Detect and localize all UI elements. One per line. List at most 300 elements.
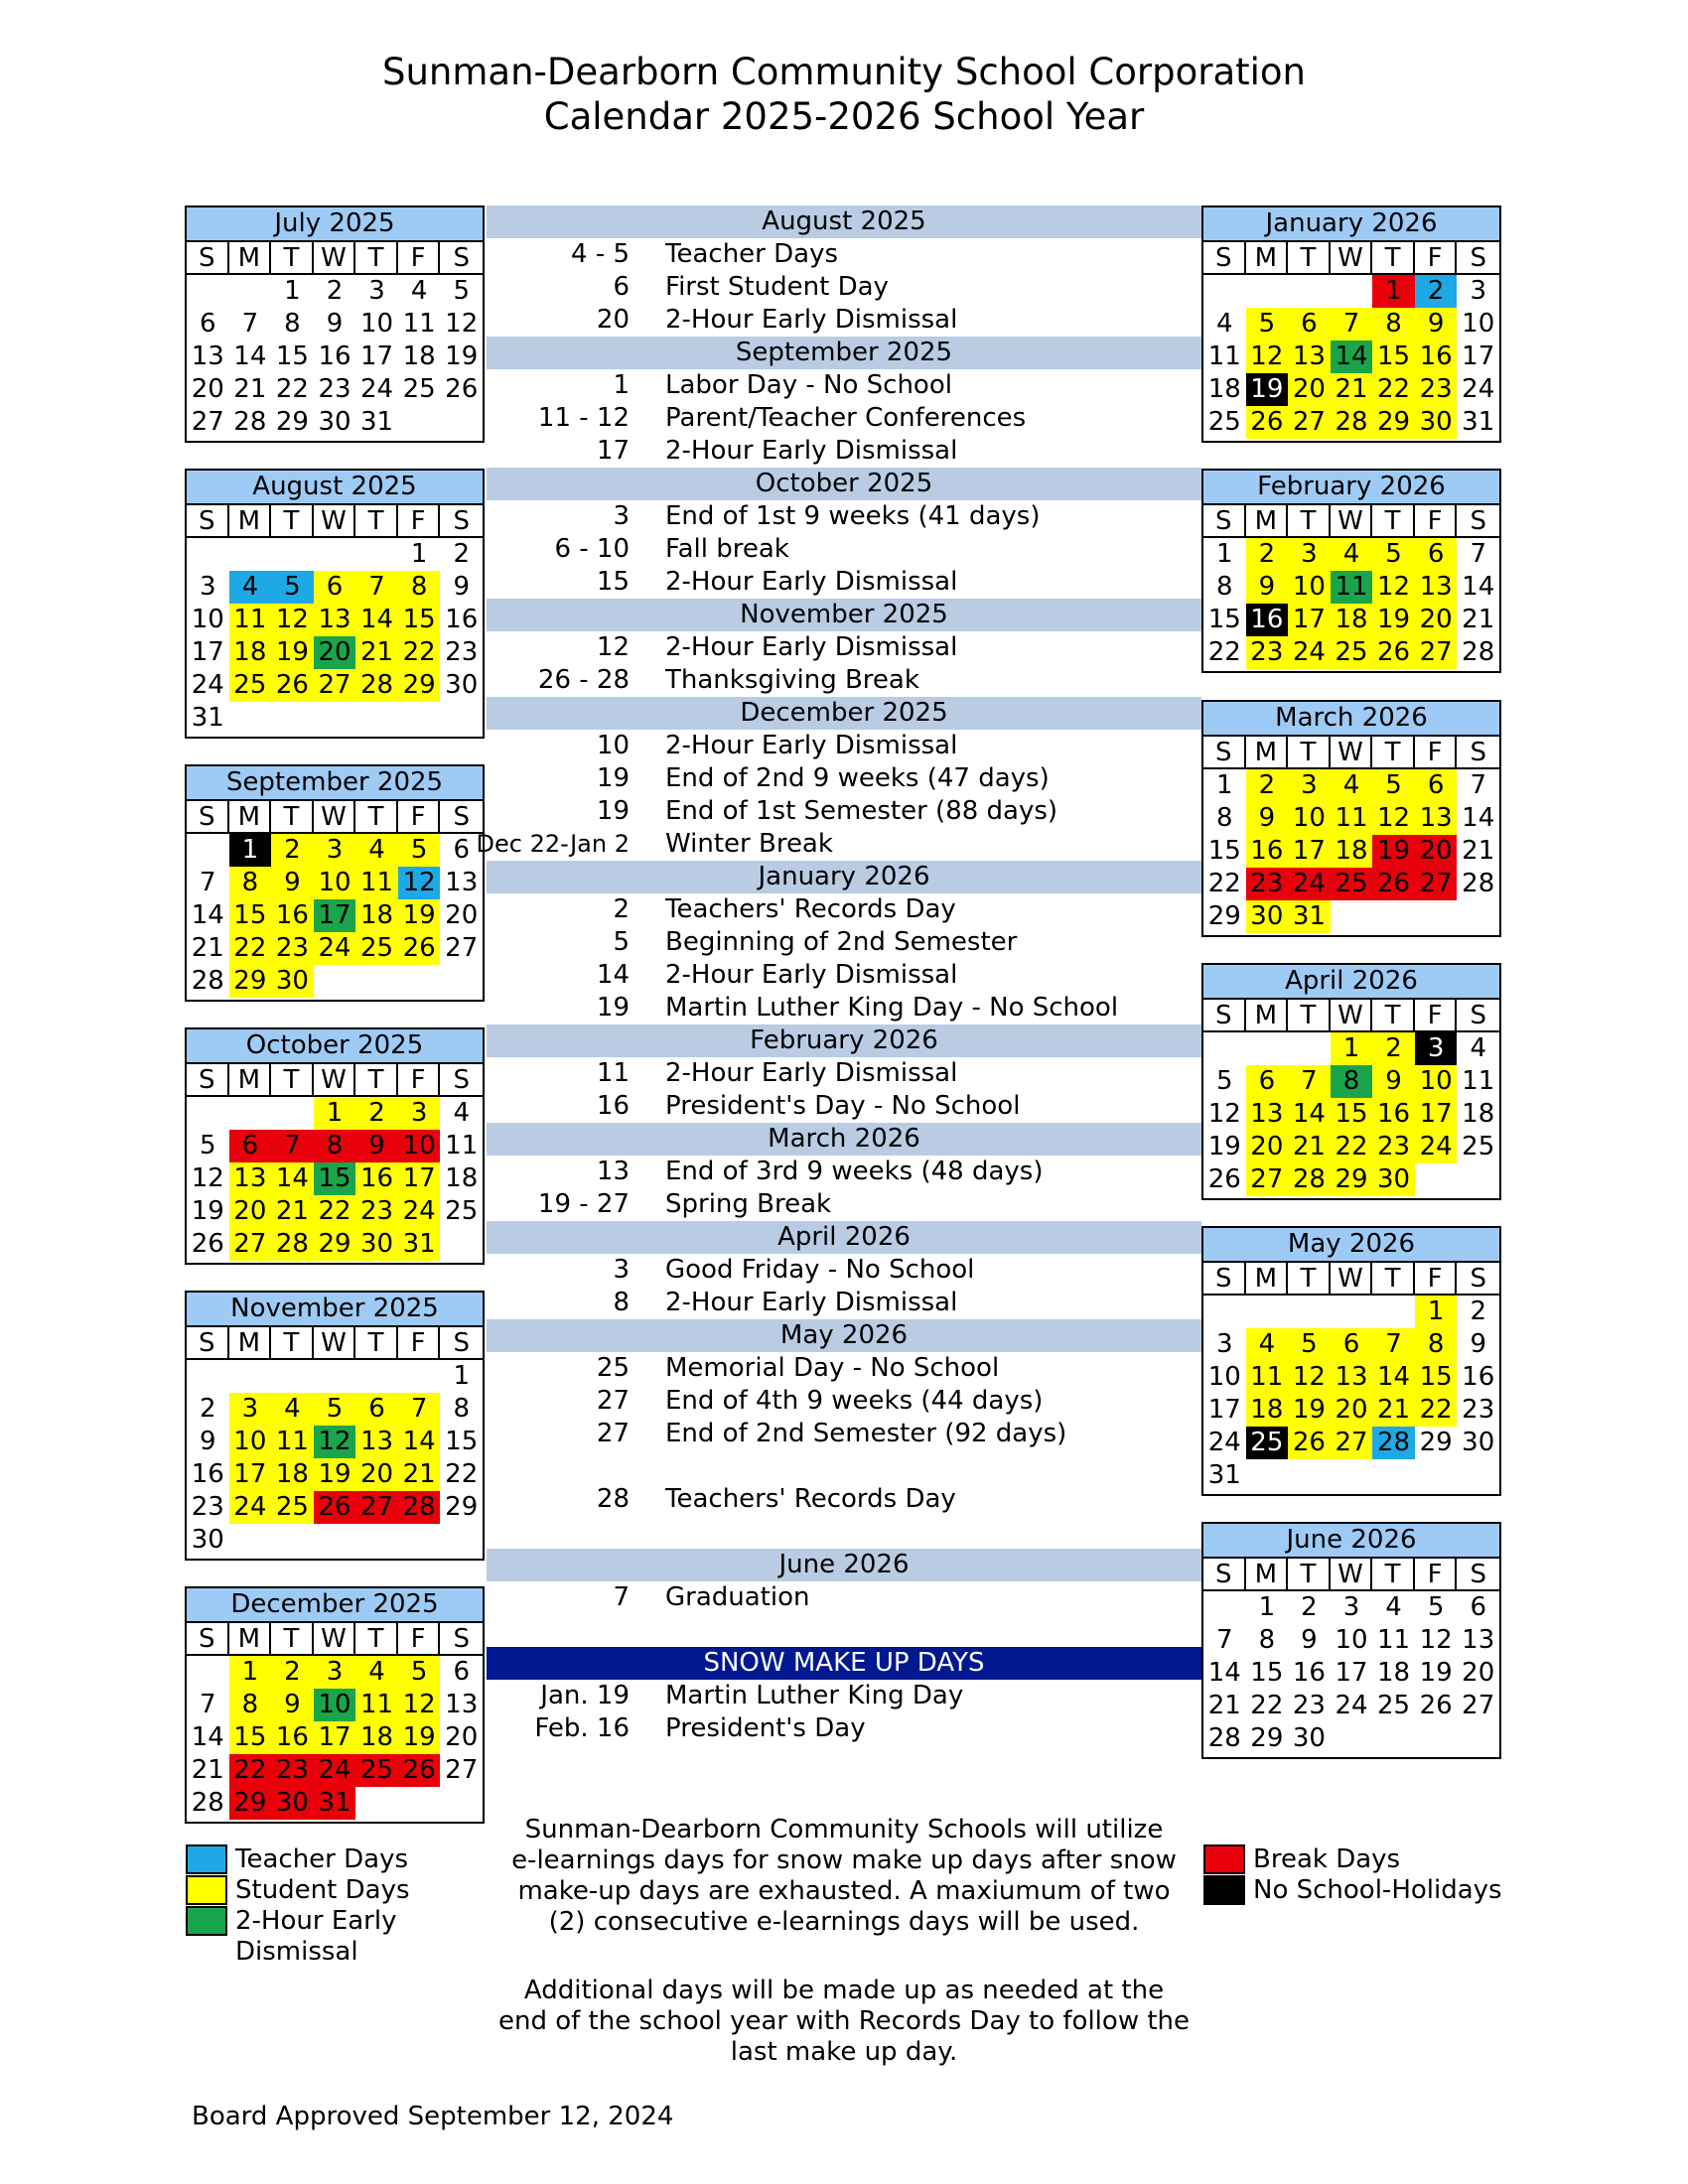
weekday-header: T (355, 1327, 398, 1360)
day-cell: 29 (1250, 1723, 1284, 1753)
day-cell: 16 (1415, 341, 1458, 373)
event-date: Jan. 19 (540, 1681, 630, 1710)
day-cell: 20 (314, 636, 356, 669)
weekday-header: S (1203, 242, 1246, 275)
day-cell: 5 (271, 571, 314, 604)
event-date: 17 (596, 436, 630, 466)
event-text: End of 1st Semester (88 days) (665, 796, 1058, 826)
day-cell: 19 (1372, 835, 1415, 868)
day-cell: 17 (1415, 1098, 1458, 1131)
day-cell: 24 (314, 1754, 356, 1787)
day-cell: 13 (1415, 571, 1458, 604)
day-cell: 4 (410, 276, 428, 306)
day-cell: 4 (229, 571, 272, 604)
event-month-header: June 2026 (487, 1549, 1201, 1581)
day-cell: 19 (445, 341, 479, 371)
day-cell: 28 (191, 966, 224, 996)
day-cell: 14 (355, 604, 398, 636)
day-cell: 6 (200, 309, 216, 339)
event-text: Spring Break (665, 1189, 832, 1219)
weekday-header: W (1331, 1000, 1373, 1032)
day-cell: 25 (271, 1491, 314, 1524)
month-calendar (185, 1586, 485, 1824)
day-cell: 21 (1462, 836, 1495, 866)
day-cell: 23 (1372, 1131, 1415, 1163)
event-text: 2-Hour Early Dismissal (665, 436, 958, 466)
day-cell: 8 (453, 1394, 470, 1424)
event-row (487, 1483, 1201, 1516)
weekday-header: M (229, 801, 272, 834)
month-name: April 2026 (1203, 965, 1499, 1000)
day-cell: 10 (1462, 309, 1495, 339)
event-text: Memorial Day - No School (665, 1353, 1000, 1383)
day-cell: 5 (314, 1393, 356, 1426)
event-row (487, 1287, 1201, 1319)
day-cell: 20 (445, 900, 479, 930)
event-text: Parent/Teacher Conferences (665, 403, 1027, 433)
day-cell: 1 (410, 539, 428, 569)
event-row (487, 1680, 1201, 1712)
day-cell: 8 (1415, 1328, 1458, 1361)
day-cell: 23 (1246, 868, 1289, 900)
weekday-header: W (1331, 242, 1373, 275)
event-text: Teachers' Records Day (665, 1484, 956, 1514)
weekday-header: W (314, 505, 356, 538)
day-cell: 26 (314, 1491, 356, 1524)
day-cell: 12 (445, 309, 479, 339)
day-cell: 27 (1246, 1163, 1289, 1196)
day-cell: 17 (1335, 1658, 1368, 1688)
student-days-label: Student Days (235, 1875, 410, 1905)
event-date: 3 (613, 1255, 630, 1285)
day-cell: 3 (368, 276, 385, 306)
day-cell: 31 (1207, 1460, 1241, 1490)
day-cell: 8 (229, 1689, 272, 1721)
event-month-header: November 2025 (487, 599, 1201, 631)
month-calendar (1201, 469, 1501, 673)
empty-day-cell (355, 1360, 398, 1393)
weekday-header: W (1331, 505, 1373, 538)
day-cell: 14 (1372, 1361, 1415, 1394)
weekday-header: M (229, 1623, 272, 1656)
makeup-note (487, 1976, 1201, 2068)
event-month-header: August 2025 (487, 205, 1201, 238)
weekday-header: T (1372, 737, 1415, 769)
event-text: Fall break (665, 534, 789, 564)
weekday-header: F (398, 1623, 441, 1656)
empty-day-cell (229, 1097, 272, 1130)
event-row (487, 959, 1201, 992)
weekday-header: S (1457, 1559, 1499, 1591)
day-cell: 5 (453, 276, 470, 306)
weekday-header: T (1372, 505, 1415, 538)
day-cell: 31 (398, 1228, 441, 1261)
day-cell: 6 (1246, 1065, 1289, 1098)
day-cell: 23 (271, 1754, 314, 1787)
day-cell: 2 (1246, 538, 1289, 571)
weekday-header: T (355, 1623, 398, 1656)
weekday-header: S (1203, 1559, 1246, 1591)
event-row (487, 402, 1201, 435)
day-cell: 30 (1292, 1723, 1326, 1753)
event-row (487, 1254, 1201, 1287)
day-cell: 16 (191, 1459, 224, 1489)
empty-day-cell (187, 538, 229, 571)
day-cell: 16 (355, 1162, 398, 1195)
day-cell: 16 (271, 899, 314, 932)
event-date: 1 (613, 370, 630, 400)
day-cell: 26 (445, 374, 479, 404)
day-cell: 8 (284, 309, 301, 339)
day-cell: 10 (1207, 1362, 1241, 1392)
day-cell: 27 (445, 933, 479, 963)
weekday-header: M (229, 242, 272, 275)
day-cell: 22 (314, 1195, 356, 1228)
day-cell: 15 (1207, 605, 1241, 634)
weekday-header: M (229, 505, 272, 538)
day-cell: 22 (1207, 637, 1241, 667)
event-date: 5 (613, 927, 630, 957)
day-cell: 10 (1288, 802, 1331, 835)
day-cell: 12 (1372, 802, 1415, 835)
day-cell: 25 (1462, 1132, 1495, 1161)
weekday-header: T (1288, 1559, 1331, 1591)
day-cell: 11 (1462, 1066, 1495, 1096)
day-cell: 28 (1207, 1723, 1241, 1753)
day-cell: 14 (1288, 1098, 1331, 1131)
day-cell: 22 (229, 1754, 272, 1787)
day-cell: 27 (1288, 406, 1331, 439)
weekday-header: F (398, 242, 441, 275)
day-cell: 25 (1331, 636, 1373, 669)
day-cell: 16 (271, 1721, 314, 1754)
day-cell: 21 (398, 1458, 441, 1491)
day-cell: 10 (191, 605, 224, 634)
day-cell: 1 (1216, 770, 1233, 800)
day-cell: 16 (1292, 1658, 1326, 1688)
event-list (476, 205, 1201, 1745)
empty-day-cell (187, 834, 229, 867)
day-cell: 31 (360, 407, 394, 437)
day-cell: 24 (1335, 1691, 1368, 1720)
event-text: 2-Hour Early Dismissal (665, 632, 958, 662)
day-cell: 23 (1292, 1691, 1326, 1720)
weekday-header: T (1372, 1000, 1415, 1032)
day-cell: 18 (1331, 835, 1373, 868)
weekday-header: S (187, 1327, 229, 1360)
event-date: 7 (613, 1582, 630, 1612)
day-cell: 24 (1288, 636, 1331, 669)
day-cell: 23 (1415, 373, 1458, 406)
day-cell: 13 (1415, 802, 1458, 835)
empty-day-cell (398, 1360, 441, 1393)
day-cell: 18 (1246, 1394, 1289, 1427)
early-dismissal-swatch (186, 1906, 227, 1936)
day-cell: 4 (1216, 309, 1233, 339)
note-line: e-learnings days for snow make up days after snow (511, 1845, 1177, 1875)
day-cell: 28 (191, 1788, 224, 1818)
day-cell: 5 (398, 1656, 441, 1689)
day-cell: 22 (275, 374, 309, 404)
day-cell: 14 (233, 341, 267, 371)
day-cell: 20 (1246, 1131, 1289, 1163)
day-cell: 24 (398, 1195, 441, 1228)
break-days-label: Break Days (1253, 1844, 1401, 1874)
day-cell: 26 (1372, 868, 1415, 900)
day-cell: 26 (398, 932, 441, 965)
day-cell: 28 (1288, 1163, 1331, 1196)
weekday-header: S (440, 1064, 483, 1097)
day-cell: 13 (1288, 341, 1331, 373)
weekday-header: S (1457, 505, 1499, 538)
day-cell: 25 (355, 932, 398, 965)
month-calendar (1201, 963, 1501, 1200)
event-text: 2-Hour Early Dismissal (665, 731, 958, 760)
event-text: Winter Break (665, 829, 833, 859)
day-cell: 21 (191, 933, 224, 963)
event-month-header: December 2025 (487, 697, 1201, 730)
weekday-header: T (271, 1327, 314, 1360)
event-date: 11 (596, 1058, 630, 1088)
day-cell: 10 (314, 1689, 356, 1721)
empty-day-cell (187, 1360, 229, 1393)
day-cell: 23 (271, 932, 314, 965)
weekday-header: T (1372, 1559, 1415, 1591)
day-cell: 13 (1246, 1098, 1289, 1131)
day-cell: 20 (191, 374, 224, 404)
day-cell: 16 (445, 605, 479, 634)
day-cell: 29 (1372, 406, 1415, 439)
day-cell: 15 (1372, 341, 1415, 373)
empty-day-cell (1203, 1296, 1246, 1328)
day-cell: 11 (1246, 1361, 1289, 1394)
day-cell: 2 (326, 276, 344, 306)
day-cell: 6 (453, 835, 470, 865)
day-cell: 29 (398, 669, 441, 702)
day-cell: 8 (314, 1130, 356, 1162)
spacer-row (487, 1614, 1201, 1647)
empty-day-cell (187, 1656, 229, 1689)
empty-day-cell (1372, 1296, 1415, 1328)
weekday-header: S (440, 505, 483, 538)
event-row (487, 271, 1201, 304)
weekday-header: W (1331, 737, 1373, 769)
day-cell: 1 (1216, 539, 1233, 569)
day-cell: 15 (1415, 1361, 1458, 1394)
note-line: make-up days are exhausted. A maxiumum of two (517, 1876, 1171, 1906)
day-cell: 13 (1462, 1625, 1495, 1655)
day-cell: 2 (1470, 1297, 1486, 1326)
day-cell: 1 (1331, 1032, 1373, 1065)
weekday-header: M (1246, 1000, 1289, 1032)
day-cell: 12 (1372, 571, 1415, 604)
day-cell: 4 (453, 1098, 470, 1128)
teacher-days-label: Teacher Days (235, 1844, 409, 1874)
event-date: 20 (596, 305, 630, 335)
day-cell: 11 (445, 1131, 479, 1160)
day-cell: 19 (398, 899, 441, 932)
early-dismissal-label-line1: 2-Hour Early (235, 1906, 397, 1936)
day-cell: 3 (1288, 538, 1331, 571)
day-cell: 9 (200, 1427, 216, 1456)
day-cell: 7 (1470, 539, 1486, 569)
day-cell: 19 (398, 1721, 441, 1754)
day-cell: 29 (445, 1492, 479, 1522)
weekday-header: W (314, 1327, 356, 1360)
weekday-header: W (314, 242, 356, 275)
event-text: Teacher Days (665, 239, 839, 269)
day-cell: 2 (1301, 1592, 1318, 1622)
weekday-header: T (1288, 1263, 1331, 1296)
day-cell: 3 (1216, 1329, 1233, 1359)
day-cell: 11 (355, 1689, 398, 1721)
day-cell: 22 (1372, 373, 1415, 406)
event-date: 19 (596, 796, 630, 826)
day-cell: 10 (229, 1426, 272, 1458)
event-text: Teachers' Records Day (665, 894, 956, 924)
day-cell: 1 (453, 1361, 470, 1391)
event-date: 26 - 28 (537, 665, 630, 695)
empty-day-cell (1203, 275, 1246, 308)
empty-day-cell (1246, 1296, 1289, 1328)
day-cell: 7 (271, 1130, 314, 1162)
day-cell: 27 (445, 1755, 479, 1785)
day-cell: 10 (314, 867, 356, 899)
day-cell: 17 (360, 341, 394, 371)
day-cell: 11 (1331, 571, 1373, 604)
day-cell: 8 (1331, 1065, 1373, 1098)
day-cell: 14 (191, 900, 224, 930)
weekday-header: W (314, 1064, 356, 1097)
day-cell: 25 (1246, 1427, 1289, 1459)
event-date: Feb. 16 (534, 1713, 630, 1743)
day-cell: 1 (1258, 1592, 1276, 1622)
weekday-header: W (1331, 1559, 1373, 1591)
weekday-header: T (271, 505, 314, 538)
day-cell: 8 (1216, 803, 1233, 833)
day-cell: 18 (1462, 1099, 1495, 1129)
day-cell: 13 (314, 604, 356, 636)
weekday-header: S (187, 801, 229, 834)
event-text: End of 2nd Semester (92 days) (665, 1419, 1067, 1448)
day-cell: 4 (271, 1393, 314, 1426)
weekday-header: T (271, 801, 314, 834)
day-cell: 21 (271, 1195, 314, 1228)
day-cell: 6 (1415, 538, 1458, 571)
weekday-header: F (398, 505, 441, 538)
day-cell: 20 (445, 1722, 479, 1752)
day-cell: 9 (271, 867, 314, 899)
weekday-header: T (355, 1064, 398, 1097)
day-cell: 24 (229, 1491, 272, 1524)
day-cell: 30 (191, 1525, 224, 1555)
day-cell: 9 (326, 309, 344, 339)
day-cell: 25 (355, 1754, 398, 1787)
day-cell: 17 (1288, 835, 1331, 868)
day-cell: 2 (355, 1097, 398, 1130)
day-cell: 20 (1462, 1658, 1495, 1688)
day-cell: 19 (1419, 1658, 1453, 1688)
day-cell: 27 (1415, 636, 1458, 669)
day-cell: 2 (1415, 275, 1458, 308)
day-cell: 26 (1288, 1427, 1331, 1459)
weekday-header: T (1288, 737, 1331, 769)
day-cell: 19 (1372, 604, 1415, 636)
event-date: 10 (596, 731, 630, 760)
empty-day-cell (229, 538, 272, 571)
event-month-header: September 2025 (487, 337, 1201, 369)
day-cell: 6 (1331, 1328, 1373, 1361)
day-cell: 2 (1372, 1032, 1415, 1065)
day-cell: 9 (1372, 1065, 1415, 1098)
day-cell: 3 (229, 1393, 272, 1426)
event-row (487, 238, 1201, 271)
event-row (487, 1156, 1201, 1188)
month-calendar (185, 764, 485, 1002)
empty-day-cell (1331, 275, 1373, 308)
day-cell: 22 (445, 1459, 479, 1489)
weekday-header: S (440, 242, 483, 275)
day-cell: 16 (1246, 604, 1289, 636)
day-cell: 5 (1427, 1592, 1445, 1622)
empty-day-cell (271, 1097, 314, 1130)
day-cell: 5 (1288, 1328, 1331, 1361)
day-cell: 31 (1462, 407, 1495, 437)
day-cell: 17 (314, 899, 356, 932)
day-cell: 29 (1207, 901, 1241, 931)
event-row (487, 435, 1201, 468)
day-cell: 4 (1385, 1592, 1402, 1622)
event-row (487, 926, 1201, 959)
day-cell: 2 (271, 1656, 314, 1689)
day-cell: 9 (355, 1130, 398, 1162)
event-row (487, 1712, 1201, 1745)
day-cell: 25 (1207, 407, 1241, 437)
day-cell: 5 (1216, 1066, 1233, 1096)
weekday-header: S (187, 1064, 229, 1097)
day-cell: 18 (1377, 1658, 1411, 1688)
event-date: 27 (596, 1386, 630, 1416)
event-text: Graduation (665, 1582, 810, 1612)
weekday-header: S (1203, 1263, 1246, 1296)
event-date: 14 (596, 960, 630, 990)
day-cell: 19 (191, 1196, 224, 1226)
event-text: 2-Hour Early Dismissal (665, 567, 958, 597)
month-name: November 2025 (187, 1293, 483, 1327)
empty-day-cell (1203, 1591, 1246, 1624)
day-cell: 24 (314, 932, 356, 965)
day-cell: 13 (1331, 1361, 1373, 1394)
event-row (487, 1090, 1201, 1123)
event-date: 12 (596, 632, 630, 662)
event-date: 13 (596, 1157, 630, 1186)
day-cell: 20 (229, 1195, 272, 1228)
day-cell: 26 (1419, 1691, 1453, 1720)
event-row (487, 1352, 1201, 1385)
event-text: President's Day - No School (665, 1091, 1021, 1121)
day-cell: 16 (1462, 1362, 1495, 1392)
day-cell: 10 (398, 1130, 441, 1162)
day-cell: 11 (229, 604, 272, 636)
event-text: 2-Hour Early Dismissal (665, 1288, 958, 1317)
day-cell: 9 (1470, 1329, 1486, 1359)
day-cell: 30 (318, 407, 352, 437)
event-text: 2-Hour Early Dismissal (665, 305, 958, 335)
day-cell: 27 (229, 1228, 272, 1261)
day-cell: 30 (271, 965, 314, 998)
event-month-header: February 2026 (487, 1024, 1201, 1057)
day-cell: 15 (398, 604, 441, 636)
